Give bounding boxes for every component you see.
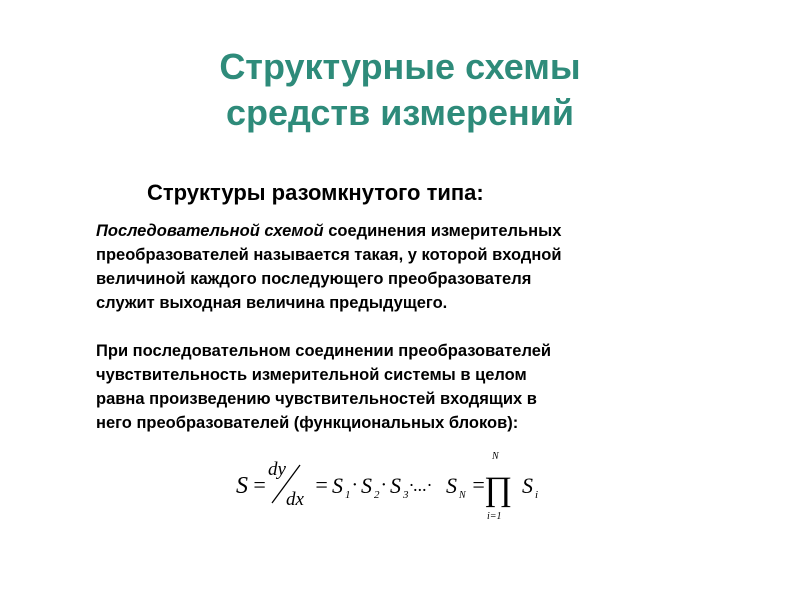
para1-line-4: служит выходная величина предыдущего.: [96, 294, 448, 312]
paragraph-sensitivity: [96, 339, 736, 435]
slide-title: [0, 44, 800, 136]
formula-s3: S: [390, 473, 401, 498]
formula-eq-2: =: [314, 472, 329, 497]
formula-sub-i: i: [535, 489, 539, 501]
formula-denominator: dx: [286, 489, 304, 510]
formula-si: S: [522, 473, 533, 498]
section-subtitle: Структуры разомкнутого типа:: [147, 180, 484, 205]
formula-ellipsis: ·...·: [409, 475, 432, 495]
formula-sub-3: 3: [403, 489, 409, 501]
formula-dot-1: ·: [352, 474, 357, 496]
formula-prod-upper: N: [492, 451, 499, 462]
formula-product-symbol: ∏: [484, 471, 512, 508]
title-line-1: Структурные схемы: [219, 46, 581, 87]
formula-eq-3: =: [471, 472, 486, 497]
sensitivity-formula: [230, 447, 550, 527]
formula-s2: S: [361, 473, 372, 498]
para1-line-2: преобразователей называется такая, у которой входной: [96, 246, 562, 264]
para2-line-4: него преобразователей (функциональных блоков):: [96, 414, 519, 432]
formula-sub-1: 1: [345, 489, 351, 501]
formula-lhs: S: [236, 473, 248, 499]
para1-emphasis: Последовательной схемой: [96, 222, 324, 240]
formula-numerator: dy: [268, 459, 286, 480]
para1-line-1: [96, 219, 736, 243]
para1-line-1-rest: соединения измерительных: [323, 222, 562, 240]
para2-line-1: При последовательном соединении преобразователей: [96, 342, 552, 360]
para2-line-3: равна произведению чувствительностей входящих в: [96, 390, 537, 408]
formula-sn: S: [446, 473, 457, 498]
paragraph-serial-scheme: [96, 219, 736, 315]
formula-dot-2: ·: [381, 474, 386, 496]
title-line-2: средств измерений: [226, 92, 574, 133]
formula-eq-1: =: [252, 472, 267, 497]
formula-sub-n: N: [459, 490, 466, 501]
formula-sub-2: 2: [374, 489, 380, 501]
formula-prod-lower: i=1: [487, 511, 502, 522]
para1-line-3: величиной каждого последующего преобразователя: [96, 270, 532, 288]
para2-line-2: чувствительность измерительной системы в целом: [96, 366, 527, 384]
formula-s1: S: [332, 473, 343, 498]
